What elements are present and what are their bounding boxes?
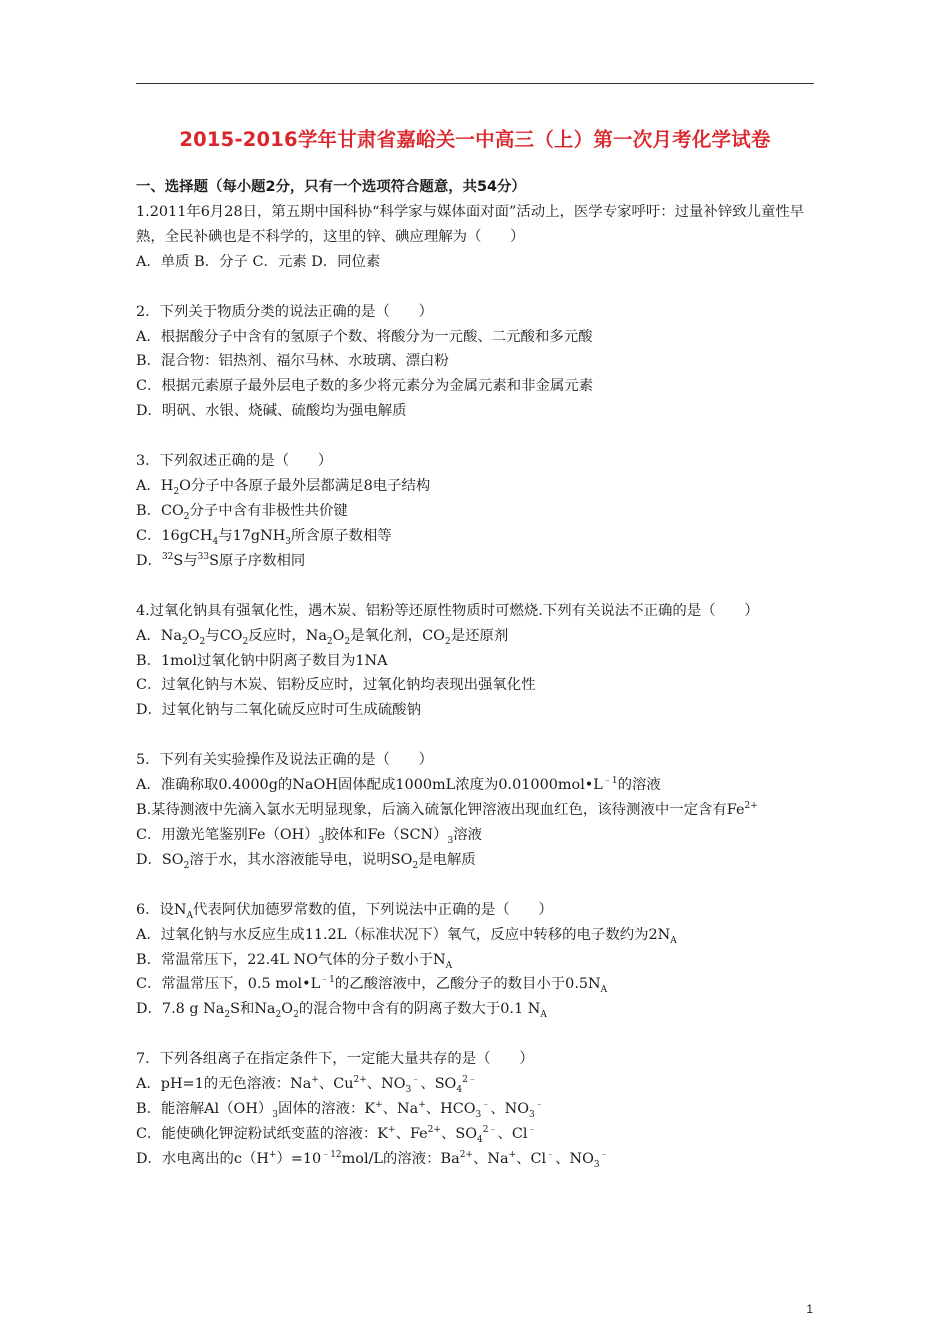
option-a: A．$Na_2O_2$与$CO_2$反应时，$Na_2O_2$是氧化剂，$CO_2$是还原剂 bbox=[136, 627, 509, 647]
option-c: C．16gCH$_4$与17gNH$_3$所含原子数相等 bbox=[136, 527, 392, 547]
option-c: C．能使碘化钾淀粉试纸变蓝的溶液：K+、$Fe^{2+}$、$SO_4^{2﹣}$、Cl﹣ bbox=[136, 1125, 537, 1145]
question-5 bbox=[136, 748, 816, 873]
question-stem: 7．下列各组离子在指定条件下，一定能大量共存的是（ ） bbox=[136, 1051, 534, 1068]
option-a: A．pH=1的无色溶液：Na+、$Cu^{2+}$、$NO_3^﹣$、$SO_4^{2﹣}$ bbox=[136, 1075, 477, 1096]
option-d: D．过氧化钠与二氧化硫反应时可生成硫酸钠 bbox=[136, 702, 421, 719]
option-c: C．用激光笔鉴别$Fe(OH)_3$胶体和$Fe(SCN)_3$溶液 bbox=[136, 826, 482, 846]
question-7 bbox=[136, 1047, 816, 1172]
option-a: A．单质 B．分子 C．元素 D．同位素 bbox=[136, 253, 381, 270]
option-d: D．明矾、水银、烧碱、硫酸均为强电解质 bbox=[136, 403, 407, 420]
option-d: D．$SO_2$溶于水，其水溶液能导电，说明$SO_2$是电解质 bbox=[136, 851, 476, 871]
option-d: D．$^{32}$S与$^{33}$S原子序数相同 bbox=[136, 551, 306, 569]
option-d: D．水电离出的$c(H^+)=10^{﹣12}mol/L$的溶液：$Ba^{2+}$、Na+、Cl﹣、$NO_3^﹣$ bbox=[136, 1150, 609, 1170]
option-c: C．根据元素原子最外层电子数的多少将元素分为金属元素和非金属元素 bbox=[136, 378, 594, 395]
option-c: C．常温常压下，0.5 $mol•L^{﹣1}$的乙酸溶液中，乙酸分子的数目小于$0.5N_A$ bbox=[136, 975, 608, 996]
option-b: B.某待测液中先滴入氯水无明显现象，后滴入硫氰化钾溶液出现血红色，该待测液中一定含有$Fe^{2+}$ bbox=[136, 801, 758, 819]
option-b: B．混合物：铝热剂、福尔马林、水玻璃、漂白粉 bbox=[136, 353, 449, 370]
option-c: C．过氧化钠与木炭、铝粉反应时，过氧化钠均表现出强氧化性 bbox=[136, 677, 536, 694]
option-a: A．根据酸分子中含有的氢原子个数、将酸分为一元酸、二元酸和多元酸 bbox=[136, 328, 593, 345]
page-title: 2015-2016学年甘肃省嘉峪关一中高三（上）第一次月考化学试卷 bbox=[179, 128, 771, 151]
option-b: B．能溶解$Al(OH)_3$固体的溶液：K+、Na+、$HCO_3^﹣$、$NO_3^﹣$ bbox=[136, 1100, 544, 1120]
question-stem: 1.2011年6月28日，第五期中国科协“科学家与媒体面对面”活动上，医学专家呼吁：过量补锌致儿童性早熟，全民补碘也是不科学的，这里的锌、碘应理解为（ ） bbox=[136, 203, 805, 245]
header-rule bbox=[136, 83, 814, 84]
question-stem: 6．设$N_A$代表阿伏加德罗常数的值，下列说法中正确的是（ ） bbox=[136, 901, 553, 921]
question-stem: 5．下列有关实验操作及说法正确的是（ ） bbox=[136, 752, 433, 769]
section-heading: 一、选择题（每小题2分，只有一个选项符合题意，共54分） bbox=[136, 179, 526, 195]
exam-body bbox=[136, 175, 816, 1172]
option-a: A．过氧化钠与水反应生成11.2L（标准状况下）氧气，反应中转移的电子数约为$2N_A$ bbox=[136, 926, 677, 946]
question-3 bbox=[136, 449, 816, 574]
option-a: A．$H_2O$分子中各原子最外层都满足8电子结构 bbox=[136, 478, 431, 497]
question-stem: 4.过氧化钠具有强氧化性，遇木炭、铝粉等还原性物质时可燃烧.下列有关说法不正确的是（ ） bbox=[136, 602, 759, 619]
question-4 bbox=[136, 599, 816, 724]
option-a: A．准确称取0.4000g的NaOH固体配成1000mL浓度为$0.01000mol•L^{﹣1}$的溶液 bbox=[136, 776, 661, 794]
question-stem: 3．下列叙述正确的是（ ） bbox=[136, 453, 333, 470]
page-number: 1 bbox=[806, 1302, 813, 1316]
question-stem: 2．下列关于物质分类的说法正确的是（ ） bbox=[136, 303, 433, 320]
question-6 bbox=[136, 898, 816, 1023]
option-d: D．7.8 g $Na_2S$和$Na_2O_2$的混合物中含有的阴离子数大于0.1 $N_A$ bbox=[136, 1001, 547, 1021]
option-b: B．常温常压下，22.4L NO气体的分子数小于$N_A$ bbox=[136, 951, 453, 971]
option-b: B．1mol过氧化钠中阴离子数目为1NA bbox=[136, 652, 388, 669]
question-1 bbox=[136, 200, 816, 275]
question-2 bbox=[136, 300, 816, 425]
option-b: B．$CO_2$分子中含有非极性共价键 bbox=[136, 502, 348, 522]
